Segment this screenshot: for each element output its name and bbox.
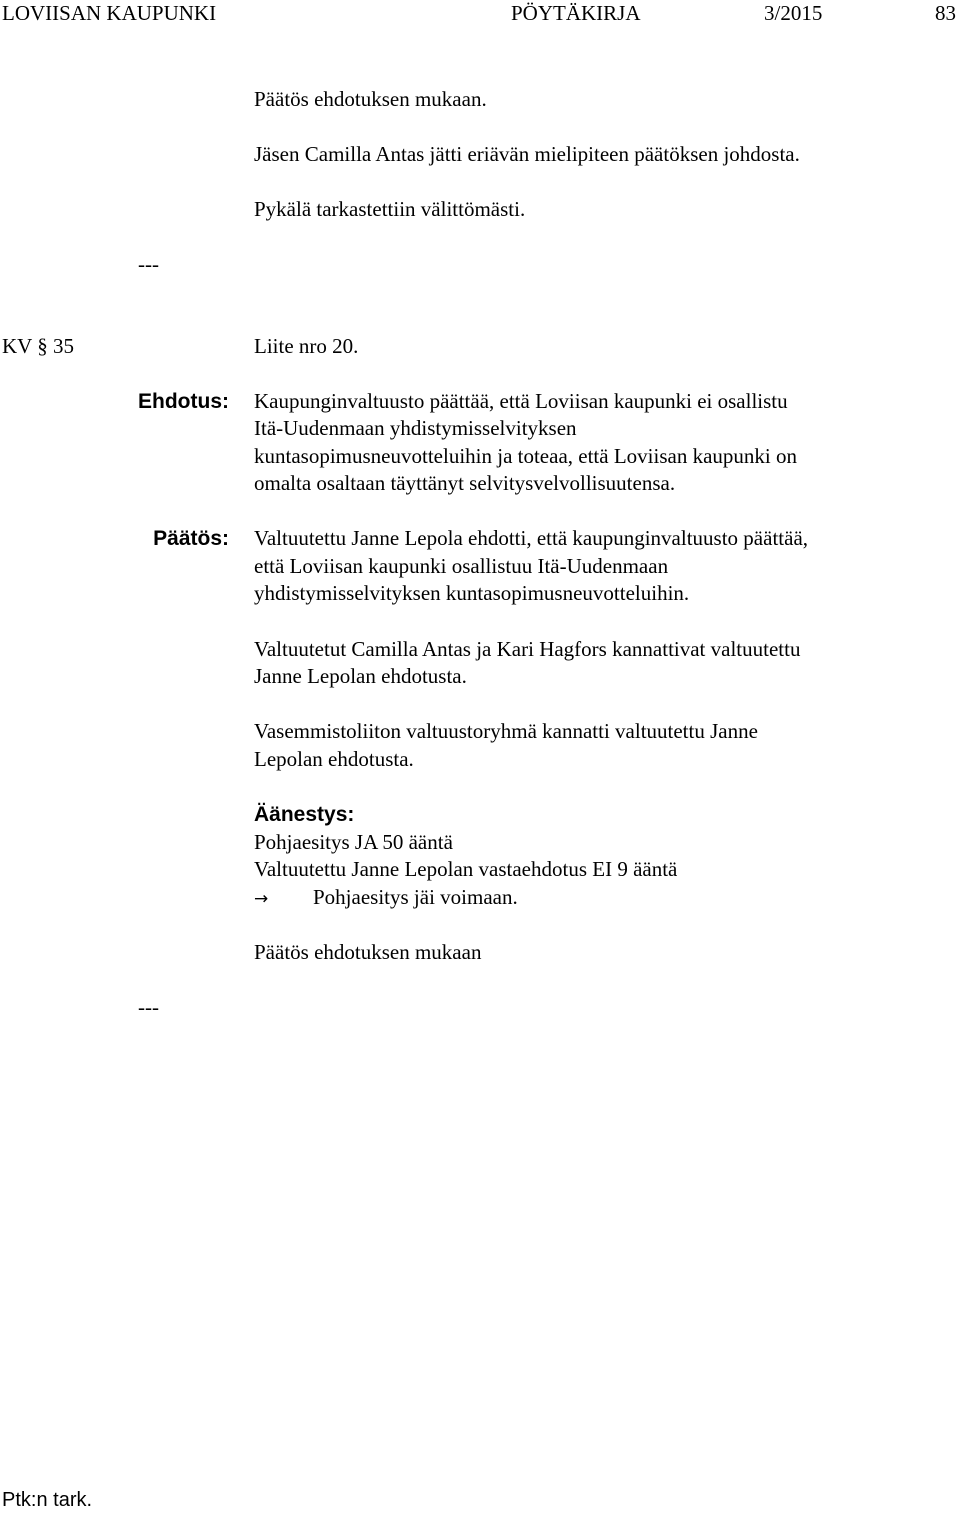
vote-line-no: Valtuutettu Janne Lepolan vastaehdotus EI 9 ääntä [254,857,678,881]
header-doc-type: PÖYTÄKIRJA [511,1,641,25]
decision-p2-line: Valtuutetut Camilla Antas ja Kari Hagfors kannattivat valtuutettu [254,637,801,661]
proposal-label: Ehdotus: [138,390,229,413]
decision-p1-line: Valtuutettu Janne Lepola ehdotti, että kaupunginvaltuusto päättää, [254,526,809,550]
vote-result [254,884,518,913]
final-decision: Päätös ehdotuksen mukaan [254,940,482,964]
header-number: 3/2015 [764,1,823,25]
decision-p3-line: Lepolan ehdotusta. [254,747,414,771]
decision-p1-line: yhdistymisselvityksen kuntasopimusneuvotteluihin. [254,581,690,605]
section-heading [2,333,74,360]
decision-p1-line: että Loviisan kaupunki osallistuu Itä-Uudenmaan [254,554,669,578]
end-separator: --- [138,995,159,1019]
prev-checked-line: Pykälä tarkastettiin välittömästi. [254,197,526,221]
proposal-line: omalta osaltaan täyttänyt selvitysvelvollisuutensa. [254,471,676,495]
proposal-line: Kaupunginvaltuusto päättää, että Loviisan kaupunki ei osallistu [254,389,788,413]
attachment-ref: Liite nro 20. [254,334,359,358]
proposal-line: kuntasopimusneuvotteluihin ja toteaa, että Loviisan kaupunki on [254,444,797,468]
arrow-right-icon: → [254,889,269,909]
footer-note: Ptk:n tark. [2,1489,93,1511]
header-org: LOVIISAN KAUPUNKI [2,1,217,25]
vote-result-text: Pohjaesitys jäi voimaan. [313,885,518,909]
decision-p2-line: Janne Lepolan ehdotusta. [254,664,467,688]
vote-line-yes: Pohjaesitys JA 50 ääntä [254,830,453,854]
decision-label: Päätös: [153,527,229,550]
proposal-line: Itä-Uudenmaan yhdistymisselvityksen [254,416,577,440]
prev-decision-line: Päätös ehdotuksen mukaan. [254,87,487,111]
section-number: 35 [52,334,74,358]
prev-dissent-line: Jäsen Camilla Antas jätti eriävän mielipiteen päätöksen johdosta. [254,142,800,166]
section-sign: § [37,334,48,358]
section-separator: --- [138,252,159,276]
section-kv: KV [2,334,32,358]
vote-heading: Äänestys: [254,803,355,826]
header-page-number: 83 [935,1,956,25]
decision-p3-line: Vasemmistoliiton valtuustoryhmä kannatti valtuutettu Janne [254,719,758,743]
